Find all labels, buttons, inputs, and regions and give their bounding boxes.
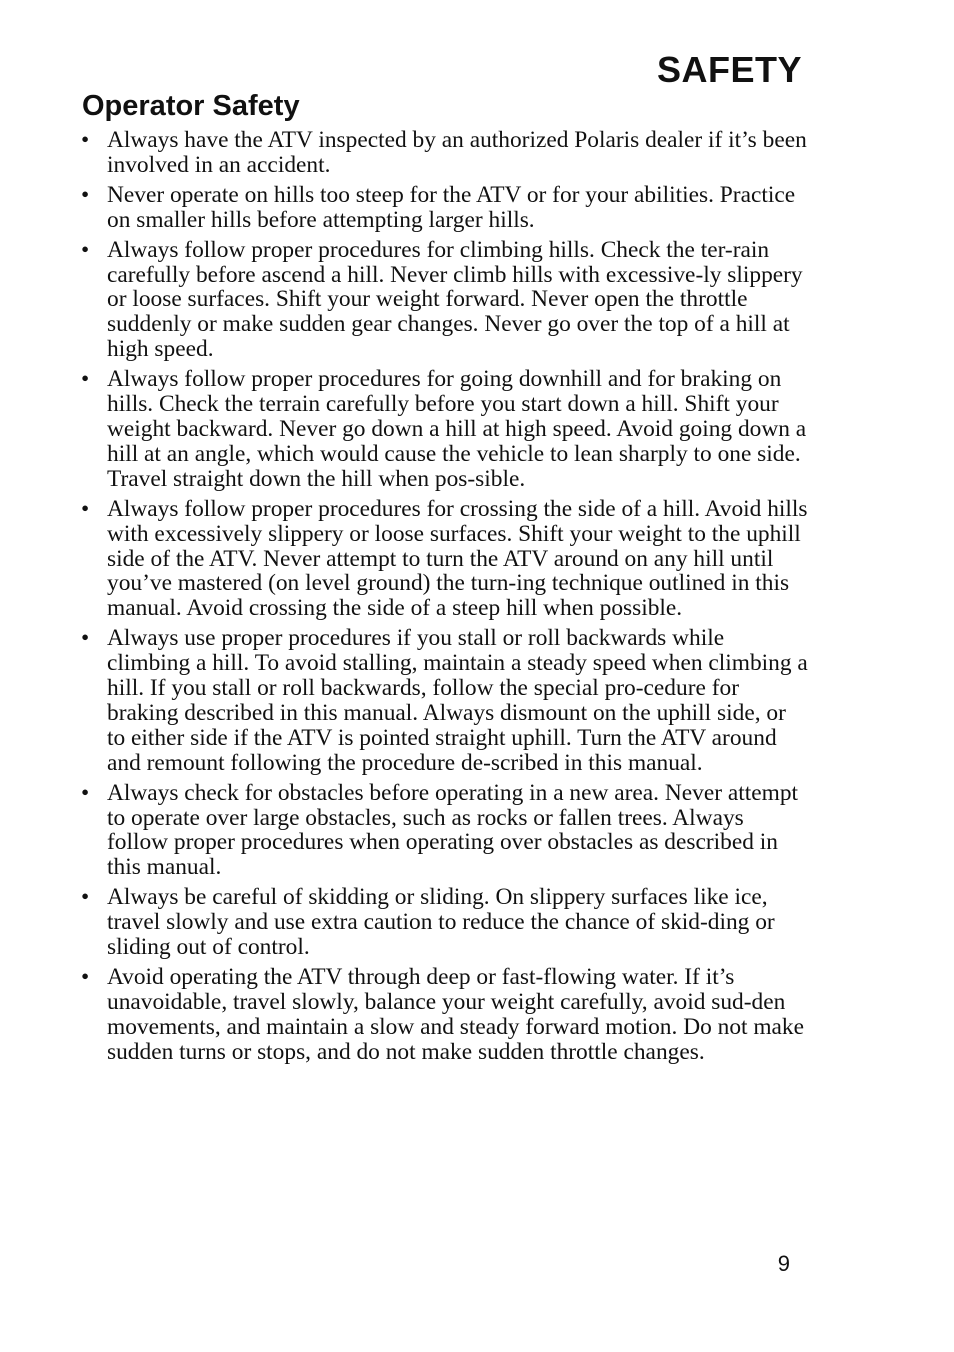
bullet-icon: • [81,964,90,990]
bullet-icon: • [81,366,90,393]
bullet-item [78,626,808,775]
bullet-icon: • [81,236,90,263]
bullet-text: Always check for obstacles before operating in a new area. Never attempt to operate over large obstacles, such as rocks or fallen trees. Always follow proper procedures when operating over obstacles as described in this manual. [107,779,799,881]
safety-bullet-list [78,128,808,1070]
bullet-text: Always have the ATV inspected by an authorized Polaris dealer if it’s been involved in an accident. [107,127,807,178]
bullet-item [78,128,808,178]
page-number: 9 [777,1251,790,1276]
bullet-text: Always be careful of skidding or sliding. On slippery surfaces like ice, travel slowly and use extra caution to reduce the chance of skid-ding or sliding out of control. [107,884,775,961]
bullet-text: Always follow proper procedures for climbing hills. Check the ter-rain carefully before ascend a hill. Never climb hills with excessive-ly slippery or loose surfaces. Shift your weight forward. Never open the throttle suddenly or make sudden gear changes. Never go over the top of a hill at high speed. [107,236,803,363]
bullet-item [78,238,808,363]
bullet-item [78,965,808,1065]
bullet-item [78,885,808,960]
bullet-item [78,781,808,881]
bullet-icon: • [81,884,90,911]
bullet-icon: • [81,181,90,208]
bullet-text: Always follow proper procedures for crossing the side of a hill. Avoid hills with excessively slippery or loose surfaces. Shift your weight to the uphill side of the ATV. Never attempt to turn the ATV around on any hill until you’ve mastered (on level ground) the turn-ing technique outlined in this manual. Avoid crossing the side of a steep hill when possible. [107,495,808,622]
bullet-icon: • [81,779,90,806]
bullet-item [78,183,808,233]
bullet-icon: • [81,625,90,652]
page-title: Operator Safety [82,90,300,122]
bullet-text: Never operate on hills too steep for the ATV or for your abilities. Practice on smaller hills before attempting larger hills. [107,181,796,233]
bullet-item [78,367,808,492]
bullet-icon: • [81,127,90,153]
bullet-text: Avoid operating the ATV through deep or fast-flowing water. If it’s unavoidable, travel slowly, balance your weight carefully, avoid sud-den movements, and maintain a slow and steady forward motion. Do not make sudden turns or stops, and do not make sudden throttle changes. [107,964,805,1065]
bullet-item [78,497,808,622]
bullet-text: Always use proper procedures if you stall or roll backwards while climbing a hill. To avoid stalling, maintain a steady speed when climbing a hill. If you stall or roll backwards, follow the special pro-cedure for braking described in this manual. Always dismount on the uphill side, or to either side if the ATV is pointed straight uphill. Turn the ATV around and remount following the procedure de-scribed in this manual. [107,625,808,776]
bullet-icon: • [81,495,90,522]
section-header: SAFETY [656,49,802,90]
bullet-text: Always follow proper procedures for going downhill and for braking on hills. Check the terrain carefully before you start down a hill. Shift your weight backward. Never go down a hill at high speed. Avoid going down a hill at an angle, which would cause the vehicle to lean sharply to one side. Travel straight down the hill when pos-sible. [107,366,807,492]
